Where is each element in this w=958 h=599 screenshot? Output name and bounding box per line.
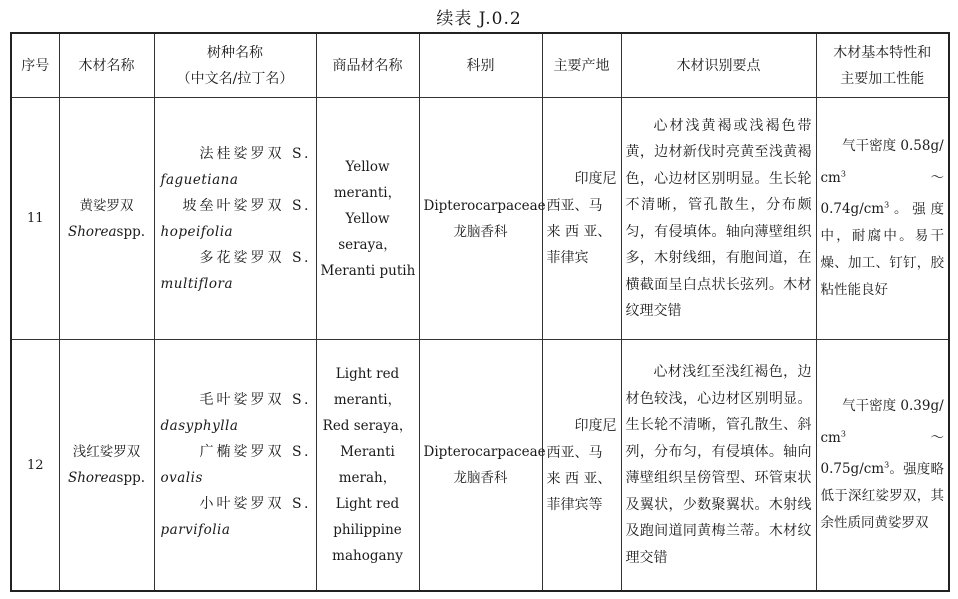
species-lat: multiflora	[160, 275, 233, 292]
header-wood-name: 木材名称	[59, 33, 154, 98]
header-origin: 主要产地	[542, 33, 621, 98]
header-row	[11, 33, 949, 98]
trade-name-line: Light red	[335, 366, 400, 382]
cell-identification	[621, 340, 816, 592]
cell-properties	[816, 340, 949, 592]
trade-name-line: Meranti	[340, 444, 395, 460]
wood-name-cn: 黄娑罗双	[79, 197, 134, 214]
cell-identification	[621, 98, 816, 340]
origin-line: 菲律宾	[546, 250, 589, 266]
header-species-name	[154, 33, 316, 98]
identification-text: 心材浅红至浅红褐色，边材色较浅，心边材区别明显。生长轮不清晰，管孔散生、斜列，分布匀，有侵填体。轴向薄壁组织呈傍管型、环管束状及翼状，少数聚翼状。木射线及跑间道同黄梅兰蒂。木材纹理交错	[625, 364, 812, 566]
cell-family	[419, 98, 546, 340]
header-species-name-line1: 树种名称	[207, 44, 263, 61]
cell-trade-name	[316, 98, 419, 340]
cell-seq: 11	[11, 98, 59, 340]
species-lat: hopeifolia	[160, 223, 234, 240]
superscript: 3	[884, 460, 890, 470]
density-unit: cm	[820, 429, 841, 446]
header-species-name-line2: （中文名/拉丁名）	[176, 70, 294, 87]
trade-name-line: Red seraya，	[322, 418, 413, 434]
wood-name-lat	[64, 465, 150, 491]
header-family: 科别	[419, 33, 542, 98]
species-lat: dasyphylla	[160, 418, 239, 434]
origin-line: 西亚、马	[546, 444, 603, 461]
header-properties-line2: 主要加工性能	[840, 70, 925, 87]
origin-line: 印度尼	[574, 417, 617, 434]
origin-line: 印度尼	[574, 171, 617, 187]
family-lat: Dipterocarpaceae	[423, 197, 546, 214]
header-identification: 木材识别要点	[621, 33, 816, 98]
trade-name-line: Light red	[335, 496, 400, 512]
density-end: 。	[889, 201, 913, 217]
trade-name-line: mahogany	[332, 548, 403, 564]
trade-name-line: philippine	[333, 522, 402, 538]
cell-trade-name	[316, 340, 419, 592]
trade-name-line: merah，	[338, 470, 397, 486]
cell-origin	[542, 340, 621, 592]
family-cn: 龙脑香科	[453, 223, 508, 240]
identification-text: 心材浅黄褐或浅褐色带黄，边材新伐时亮黄至浅黄褐色，心边材区别明显。生长轮不清晰，管孔散生，分布颇匀，有侵填体。轴向薄壁组织多，木射线细，有胞间道，在横截面呈白点状长弦列。木材纹理交错	[625, 117, 812, 319]
cell-family	[419, 340, 546, 592]
species-cn: 毛叶娑罗双 S.	[199, 392, 312, 408]
properties-text: 强度中，耐腐中。易干燥、加工、钉钉，胶粘性能良好	[820, 201, 945, 298]
header-properties-line1: 木材基本特性和	[833, 44, 932, 61]
species-lat: faguetiana	[160, 171, 239, 188]
wood-name-spp: spp.	[116, 223, 146, 240]
wood-species-table	[10, 32, 950, 592]
header-trade-name: 商品材名称	[316, 33, 419, 98]
origin-line: 来 西 亚、	[546, 224, 612, 240]
wood-name-genus: Shorea	[67, 470, 117, 486]
wood-name-spp: spp.	[116, 470, 146, 486]
properties-text: 强度略低于深红娑罗双，其余性质同黄娑罗双	[820, 461, 944, 531]
trade-name-line: Yellow	[345, 158, 390, 175]
cell-origin	[542, 98, 621, 340]
density-end: 。	[889, 461, 904, 477]
density-unit: cm	[820, 169, 841, 186]
species-cn: 坡垒叶娑罗双 S.	[182, 197, 312, 214]
table-row	[11, 340, 949, 592]
origin-line: 菲律宾等	[546, 496, 603, 513]
species-cn: 法桂娑罗双 S.	[199, 145, 312, 162]
cell-species	[154, 98, 316, 340]
species-cn: 小叶娑罗双 S.	[199, 496, 312, 512]
header-seq: 序号	[11, 33, 59, 98]
trade-name-line: meranti，	[333, 184, 402, 201]
header-properties	[816, 33, 949, 98]
trade-name-line: Yellow	[345, 210, 390, 227]
properties-density-label: 气干密度 0.39g/	[842, 398, 944, 414]
superscript: 3	[840, 429, 846, 438]
wood-name-cn: 浅红娑罗双	[72, 444, 141, 460]
table-caption: 续表 J.0.2	[436, 9, 522, 29]
properties-density-label: 气干密度 0.58g/	[842, 138, 944, 154]
cell-properties	[816, 98, 949, 340]
species-lat: parvifolia	[160, 522, 231, 538]
species-cn: 广椭娑罗双 S.	[199, 444, 312, 460]
trade-name-line: seraya，	[338, 236, 397, 253]
cell-wood-name	[59, 340, 154, 592]
wood-name-genus: Shorea	[67, 223, 117, 240]
species-cn: 多花娑罗双 S.	[199, 249, 312, 266]
cell-wood-name	[59, 98, 154, 340]
density-upper: ～ 0.74g/cm	[820, 169, 944, 217]
origin-line: 来 西 亚、	[546, 470, 612, 487]
trade-name-line: meranti，	[333, 392, 402, 408]
density-upper: ～ 0.75g/cm	[820, 429, 944, 477]
table-row	[11, 98, 949, 340]
origin-line: 西亚、马	[546, 198, 603, 214]
cell-species	[154, 340, 316, 592]
trade-name-line: Meranti putih	[320, 262, 416, 279]
cell-seq: 12	[11, 340, 59, 592]
wood-name-lat	[64, 219, 150, 245]
family-cn: 龙脑香科	[453, 470, 508, 486]
superscript: 3	[840, 169, 846, 178]
family-lat: Dipterocarpaceae	[423, 444, 546, 460]
superscript: 3	[884, 200, 890, 210]
species-lat: ovalis	[160, 470, 203, 486]
